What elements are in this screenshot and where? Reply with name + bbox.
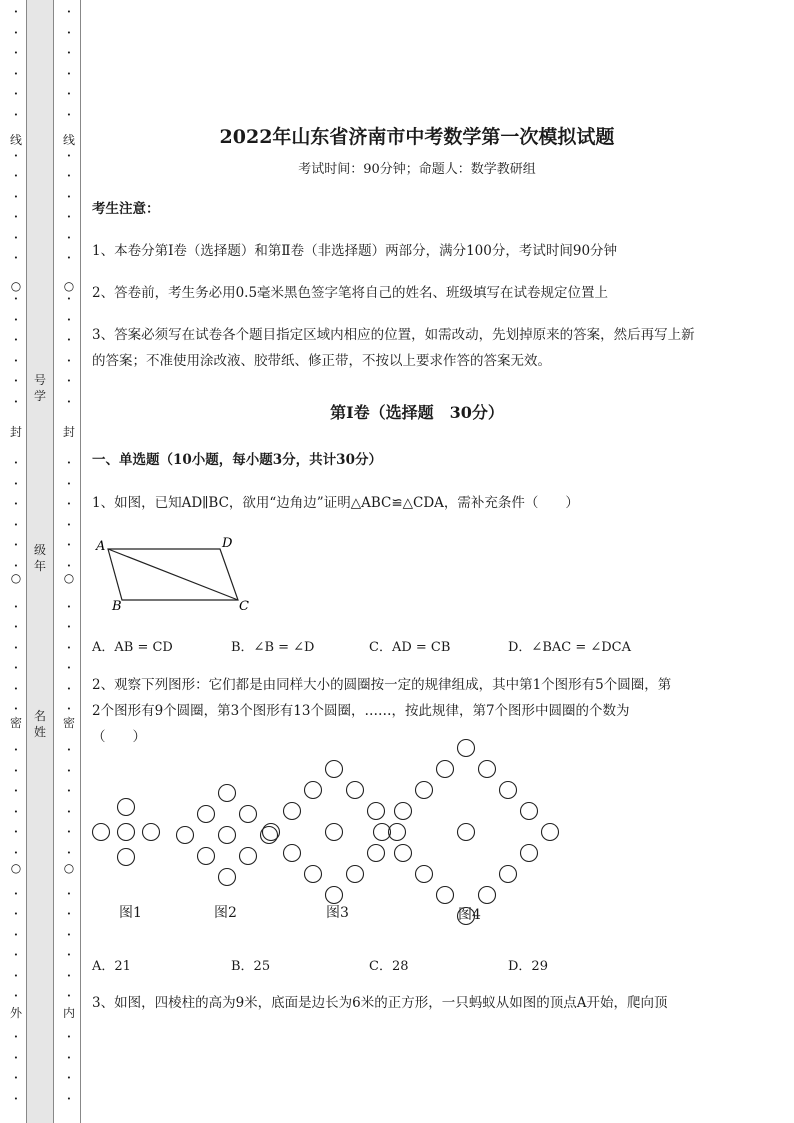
pattern-circle — [240, 848, 257, 865]
binding-dot: • — [66, 315, 72, 324]
binding-dot: • — [66, 930, 72, 939]
binding-dot: • — [13, 951, 19, 959]
binding-dot: • — [66, 479, 72, 488]
binding-mark: ○ — [63, 861, 75, 875]
notice-item-3: 3、答案必须写在试卷各个题目指定区域内相应的位置，如需改动，先划掉原来的答案，然后再写上新 — [92, 327, 695, 343]
binding-dot: • — [13, 889, 19, 898]
binding-dot: • — [66, 397, 72, 406]
question-2-line-2: 2个图形有9个圆圈，第3个图形有13个圆圈，……，按此规律，第7个图形中圆圈的个数为 — [92, 703, 630, 719]
binding-dot: • — [13, 930, 19, 939]
binding-dot: • — [13, 213, 19, 221]
binding-dot: • — [13, 377, 19, 385]
binding-dot: • — [66, 500, 72, 508]
binding-dot: • — [13, 500, 19, 508]
q2-option-c[interactable]: C．28 — [369, 959, 409, 974]
pattern-circle — [500, 866, 517, 883]
binding-dot: • — [13, 1033, 19, 1041]
field-student-number: 号 学 — [33, 373, 46, 403]
pattern-circle — [437, 887, 454, 904]
figure-label-2: 图2 — [214, 905, 237, 921]
pattern-circle — [479, 887, 496, 904]
binding-mark: ○ — [10, 861, 22, 875]
pattern-circle — [368, 845, 385, 862]
binding-dot: • — [13, 623, 19, 631]
binding-mark: 外 — [9, 1006, 22, 1020]
binding-dot: • — [13, 992, 19, 1000]
page-title: 2022年山东省济南市中考数学第一次模拟试题 — [219, 126, 615, 148]
binding-dot: • — [13, 1074, 19, 1082]
binding-dot: • — [13, 746, 19, 754]
binding-dot: • — [13, 315, 19, 324]
binding-dot: • — [66, 69, 72, 78]
binding-dot: • — [66, 49, 72, 57]
binding-mark: 封 — [9, 425, 22, 439]
binding-dot: • — [66, 1053, 72, 1062]
binding-mark: 线 — [62, 133, 75, 147]
binding-dot: • — [66, 684, 72, 693]
binding-dot: • — [13, 643, 19, 652]
binding-dot: • — [66, 233, 72, 242]
pattern-circle — [143, 824, 160, 841]
binding-dot: • — [66, 8, 72, 16]
circle-pattern-figure — [92, 760, 552, 900]
pattern-circle — [219, 827, 236, 844]
binding-dot: • — [66, 705, 72, 713]
binding-dot: • — [66, 377, 72, 385]
binding-dot: • — [66, 336, 72, 344]
field-class: 级 年 — [33, 543, 46, 573]
vertex-label-d: D — [222, 536, 233, 551]
pattern-circle — [219, 869, 236, 886]
pattern-circle — [305, 866, 322, 883]
pattern-circle — [326, 761, 343, 778]
binding-dot: • — [66, 254, 72, 262]
binding-mark: 内 — [62, 1006, 75, 1020]
binding-dot: • — [13, 828, 19, 836]
notice-item-2: 2、答卷前，考生务必用0.5毫米黑色签字笔将自己的姓名、班级填写在试卷规定位置上 — [92, 285, 609, 301]
question-3-text: 3、如图，四棱柱的高为9米，底面是边长为6米的正方形，一只蚂蚁从如图的顶点A开始，爬向顶 — [92, 995, 668, 1011]
q2-option-b[interactable]: B．25 — [231, 959, 271, 974]
pattern-circle — [542, 824, 559, 841]
binding-dot: • — [13, 151, 19, 160]
inner-binding-column — [61, 0, 77, 1123]
q2-option-a[interactable]: A．21 — [92, 959, 131, 974]
question-2-line-1: 2、观察下列图形：它们都是由同样大小的圆圈按一定的规律组成，其中第1个图形有5个圆圈，第 — [92, 677, 672, 693]
q1-option-a[interactable]: A．AB = CD — [92, 640, 173, 655]
binding-dot: • — [66, 766, 72, 775]
pattern-circle — [118, 824, 135, 841]
q1-option-b[interactable]: B．∠B = ∠D — [231, 640, 315, 655]
binding-dot: • — [13, 28, 19, 37]
binding-dot: • — [66, 992, 72, 1000]
binding-dot: • — [13, 561, 19, 570]
pattern-circle — [458, 824, 475, 841]
binding-dot: • — [66, 889, 72, 898]
binding-dot: • — [13, 705, 19, 713]
binding-dot: • — [66, 848, 72, 857]
pattern-circle — [118, 799, 135, 816]
binding-dot: • — [13, 910, 19, 918]
binding-dot: • — [66, 1094, 72, 1103]
figure-label-1: 图1 — [119, 905, 142, 921]
binding-dot: • — [66, 746, 72, 754]
binding-dot: • — [13, 787, 19, 795]
notice-item-1: 1、本卷分第I卷（选择题）和第Ⅱ卷（非选择题）两部分，满分100分，考试时间90分钟 — [92, 243, 618, 259]
binding-dot: • — [13, 541, 19, 549]
binding-dot: • — [13, 848, 19, 857]
binding-dot: • — [13, 254, 19, 262]
vertex-label-c: C — [239, 599, 249, 614]
binding-dot: • — [13, 459, 19, 467]
binding-dot: • — [66, 151, 72, 160]
binding-dot: • — [66, 541, 72, 549]
vertex-label-b: B — [112, 599, 122, 614]
binding-dot: • — [66, 828, 72, 836]
binding-dot: • — [66, 664, 72, 672]
binding-dot: • — [66, 602, 72, 611]
binding-dot: • — [66, 561, 72, 570]
figure-label-3: 图3 — [326, 905, 349, 921]
binding-mark: 密 — [62, 716, 75, 730]
binding-dot: • — [66, 459, 72, 467]
binding-dot: • — [13, 684, 19, 693]
notice-item-3-cont: 的答案；不准使用涂改液、胶带纸、修正带，不按以上要求作答的答案无效。 — [92, 353, 551, 369]
pattern-circle — [416, 866, 433, 883]
binding-dot: • — [13, 356, 19, 365]
binding-dot: • — [66, 192, 72, 201]
binding-dot: • — [13, 8, 19, 16]
binding-dot: • — [66, 295, 72, 303]
binding-dot: • — [13, 69, 19, 78]
question-1-text: 1、如图，已知AD∥BC，欲用“边角边”证明△ABC≌△CDA，需补充条件（ ） — [92, 495, 579, 511]
binding-dot: • — [13, 479, 19, 488]
binding-dot: • — [13, 110, 19, 119]
binding-dot: • — [13, 172, 19, 180]
binding-dot: • — [13, 1094, 19, 1103]
pattern-circle — [479, 761, 496, 778]
pattern-circle — [198, 806, 215, 823]
pattern-circle — [326, 824, 343, 841]
binding-dot: • — [66, 951, 72, 959]
binding-mark: ○ — [10, 571, 22, 585]
binding-dot: • — [66, 623, 72, 631]
pattern-circle — [395, 845, 412, 862]
binding-dot: • — [66, 787, 72, 795]
binding-mark: ○ — [63, 279, 75, 293]
pattern-circle — [500, 782, 517, 799]
pattern-circle — [305, 782, 322, 799]
binding-dot: • — [66, 356, 72, 365]
binding-dot: • — [13, 971, 19, 980]
pattern-circle — [198, 848, 215, 865]
binding-dot: • — [66, 971, 72, 980]
binding-dot: • — [66, 172, 72, 180]
binding-mark: ○ — [10, 279, 22, 293]
binding-mark: 线 — [9, 133, 22, 147]
binding-dot: • — [66, 910, 72, 918]
q1-option-c[interactable]: C．AD = CB — [369, 640, 451, 655]
pattern-circle — [240, 806, 257, 823]
pattern-circle — [521, 803, 538, 820]
pattern-circle — [437, 761, 454, 778]
pattern-circle — [347, 782, 364, 799]
binding-mark: 密 — [9, 716, 22, 730]
pattern-circle — [416, 782, 433, 799]
binding-mark: 封 — [62, 425, 75, 439]
pattern-circle — [521, 845, 538, 862]
binding-mark: ○ — [63, 571, 75, 585]
part-heading: 一、单选题（10小题，每小题3分，共计30分） — [92, 452, 382, 468]
q2-option-d[interactable]: D．29 — [508, 959, 548, 974]
figure-label-4: 图4 — [458, 907, 481, 923]
pattern-circle — [368, 803, 385, 820]
binding-dot: • — [13, 295, 19, 303]
outer-binding-column — [8, 0, 24, 1123]
binding-dot: • — [13, 336, 19, 344]
pattern-circle — [347, 866, 364, 883]
binding-dot: • — [13, 602, 19, 611]
pattern-circle — [219, 785, 236, 802]
vertex-label-a: A — [96, 539, 106, 554]
binding-dot: • — [66, 520, 72, 529]
binding-dot: • — [66, 90, 72, 98]
binding-dot: • — [13, 520, 19, 529]
binding-dot: • — [13, 1053, 19, 1062]
pattern-circle — [326, 887, 343, 904]
notice-heading: 考生注意： — [92, 201, 160, 217]
pattern-circle — [93, 824, 110, 841]
binding-dot: • — [66, 1074, 72, 1082]
student-info-strip — [26, 0, 54, 1123]
field-name: 名 姓 — [33, 709, 46, 739]
pattern-circle — [118, 849, 135, 866]
binding-dot: • — [13, 49, 19, 57]
pattern-circle — [177, 827, 194, 844]
parallelogram-figure — [92, 530, 262, 620]
binding-dot: • — [66, 807, 72, 816]
binding-dot: • — [66, 110, 72, 119]
page-subtitle: 考试时间：90分钟；命题人：数学教研组 — [298, 162, 536, 177]
binding-dot: • — [13, 192, 19, 201]
binding-dot: • — [13, 233, 19, 242]
binding-dot: • — [13, 664, 19, 672]
binding-dot: • — [13, 807, 19, 816]
binding-dot: • — [13, 90, 19, 98]
q1-option-d[interactable]: D．∠BAC = ∠DCA — [508, 640, 632, 655]
question-2-line-3: （ ） — [92, 729, 146, 745]
binding-dot: • — [66, 1033, 72, 1041]
binding-dot: • — [66, 28, 72, 37]
binding-dot: • — [66, 643, 72, 652]
pattern-circle — [284, 845, 301, 862]
pattern-circle — [284, 803, 301, 820]
margin-rule — [80, 0, 81, 1123]
binding-dot: • — [13, 397, 19, 406]
section-title: 第I卷（选择题 30分） — [330, 403, 504, 422]
pattern-circle — [395, 803, 412, 820]
binding-dot: • — [66, 213, 72, 221]
binding-dot: • — [13, 766, 19, 775]
pattern-circle — [458, 740, 475, 757]
